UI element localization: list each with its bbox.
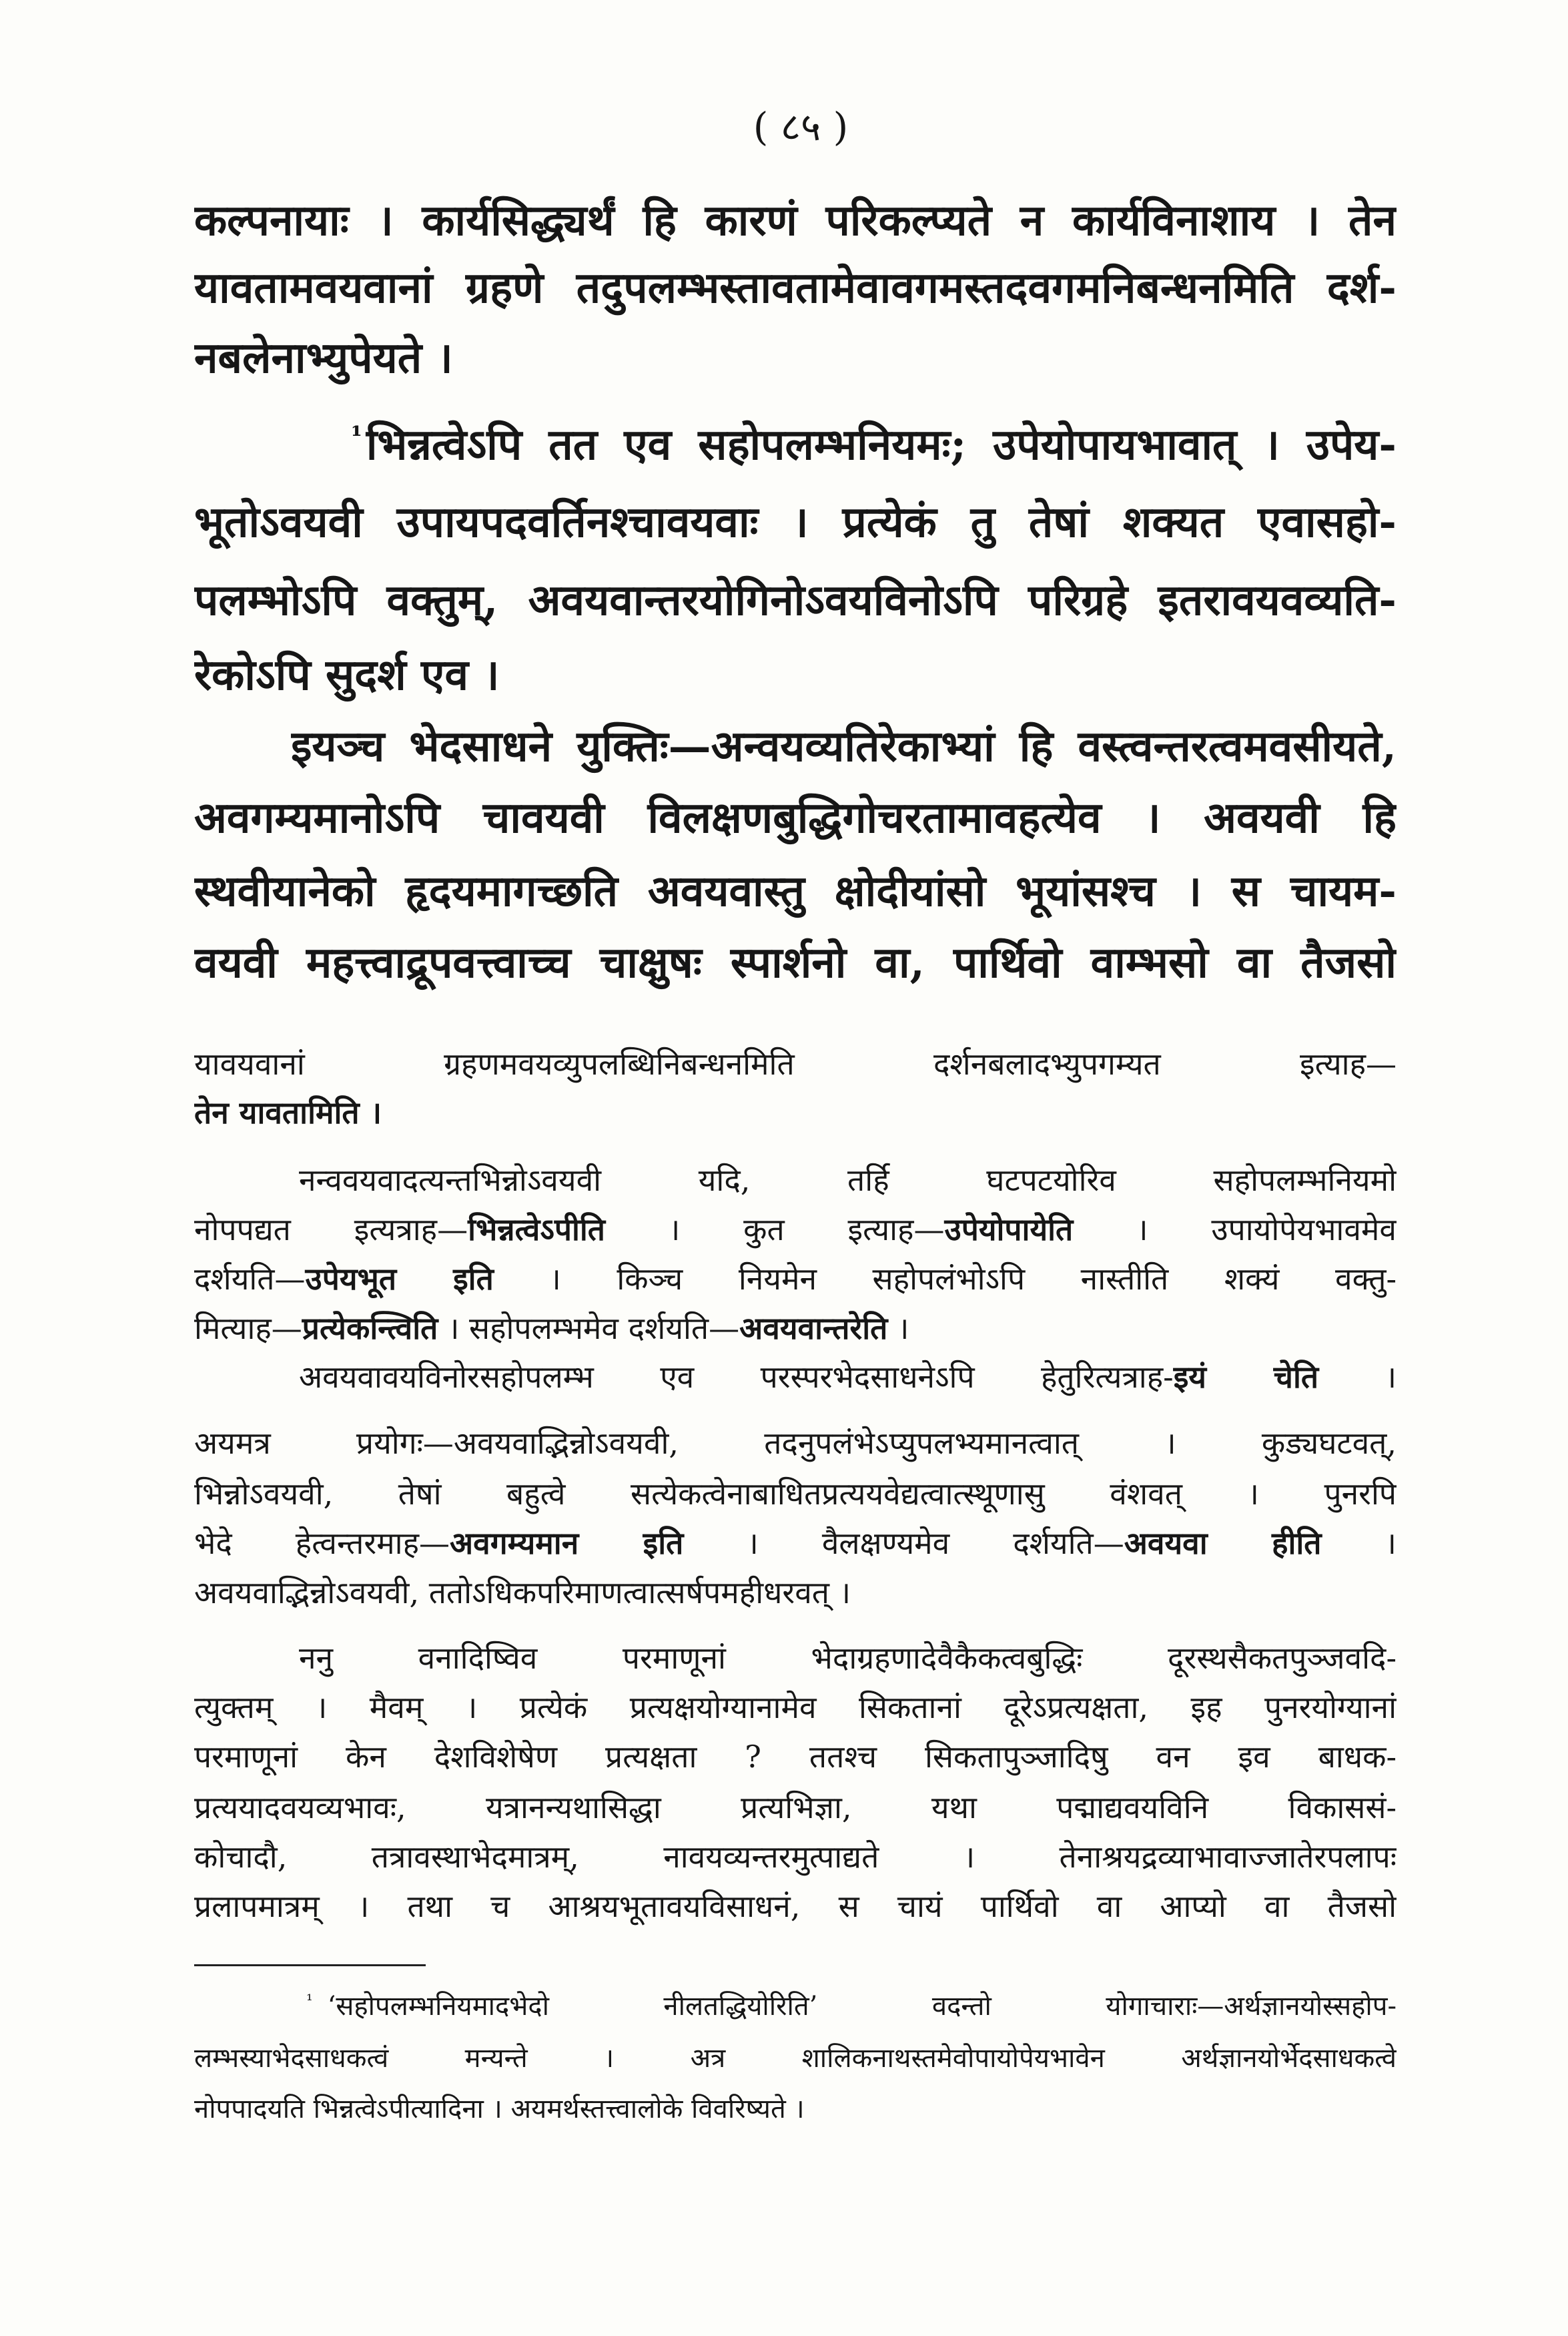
commentary-pratika: प्रत्येकन्त्विति [302, 1310, 438, 1346]
main-text-span: भिन्नत्वेऽपि तत एव सहोपलम्भनियमः; उपेयोपायभावात् । उपेय- [366, 420, 1397, 470]
commentary-line: परमाणूनां केन देशविशेषेण प्रत्यक्षता ? ततश्च सिकतापुञ्जादिषु वन इव बाधक- [194, 1739, 1397, 1775]
commentary-line: त्युक्तम् । मैवम् । प्रत्येकं प्रत्यक्षयोग्यानामेव सिकतानां दूरेऽप्रत्यक्षता, इह पुनरयोग्यानां [194, 1689, 1397, 1725]
commentary-span: । उपायोपेयभावमेव [1073, 1211, 1397, 1247]
footnote-line: नोपपादयति भिन्नत्वेऽपीत्यादिना । अयमर्थस्तत्त्वालोके विवरिष्यते । [194, 2094, 805, 2124]
main-text-line: इयञ्च भेदसाधने युक्तिः—अन्वयव्यतिरेकाभ्यां हि वस्त्वन्तरत्वमवसीयते, [291, 721, 1397, 772]
footnote-divider [194, 1964, 426, 1966]
commentary-span: भेदे हेत्वन्तरमाह— [194, 1525, 450, 1561]
commentary-line: यावयवानां ग्रहणमवयव्युपलब्धिनिबन्धनमिति दर्शनबलादभ्युपगम्यत इत्याह— [194, 1046, 1397, 1082]
commentary-span: नोपपद्यत इत्यत्राह— [194, 1211, 468, 1247]
commentary-line [194, 1520, 1397, 1566]
commentary-line [194, 1305, 1397, 1352]
commentary-span: । [1321, 1525, 1397, 1561]
main-text-line: नबलेनाभ्युपेयते । [194, 333, 453, 383]
main-text-line: अवगम्यमानोऽपि चावयवी विलक्षणबुद्धिगोचरतामावहत्येव । अवयवी हि [194, 793, 1397, 843]
footnote-reference: ¹ [351, 420, 362, 451]
main-text-line: पलम्भोऽपि वक्तुम्, अवयवान्तरयोगिनोऽवयविनोऽपि परिग्रहे इतरावयवव्यति- [194, 575, 1397, 625]
main-text-line: कल्पनायाः । कार्यसिद्ध्यर्थं हि कारणं परिकल्प्यते न कार्यविनाशाय । तेन [194, 196, 1397, 246]
commentary-span: । [887, 1310, 909, 1346]
commentary-pratika: अवयवान्तरेति [739, 1310, 888, 1346]
commentary-pratika: भिन्नत्वेऽपीति [468, 1211, 605, 1247]
commentary-line [194, 1255, 1397, 1302]
commentary-pratika: अवगम्यमान इति [450, 1525, 684, 1561]
commentary-pratika: उपेयभूत इति [305, 1261, 494, 1297]
commentary-pratika: इयं चेति [1173, 1359, 1319, 1395]
main-text-line [351, 412, 1397, 479]
page-number: ( ८५ ) [753, 104, 849, 150]
commentary-pratika: उपेयोपायेति [944, 1211, 1074, 1247]
commentary-span: दर्शयति— [194, 1261, 306, 1297]
commentary-span: । सहोपलम्भमेव दर्शयति— [438, 1310, 740, 1346]
commentary-span: मित्याह— [194, 1310, 302, 1346]
footnote-marker: ¹ [306, 1990, 313, 2010]
commentary-line: नन्ववयवादत्यन्तभिन्नोऽवयवी यदि, तर्हि घटपटयोरिव सहोपलम्भनियमो [299, 1162, 1397, 1198]
commentary-line [299, 1354, 1397, 1400]
commentary-line: प्रलापमात्रम् । तथा च आश्रयभूतावयविसाधनं, स चायं पार्थिवो वा आप्यो वा तैजसो [194, 1888, 1397, 1924]
commentary-line: भिन्नोऽवयवी, तेषां बहुत्वे सत्येकत्वेनाबाधितप्रत्ययवेद्यत्वात्स्थूणासु वंशवत् । पुनरपि [194, 1476, 1397, 1512]
commentary-span: । किञ्च नियमेन सहोपलंभोऽपि नास्तीति शक्यं वक्तु- [493, 1261, 1397, 1297]
main-text-line: रेकोऽपि सुदर्श एव । [194, 650, 500, 700]
commentary-line: कोचादौ, तत्रावस्थाभेदमात्रम्, नावयव्यन्तरमुत्पाद्यते । तेनाश्रयद्रव्याभावाज्जातेरपलापः [194, 1839, 1397, 1875]
footnote-line: लम्भस्याभेदसाधकत्वं मन्यन्ते । अत्र शालिकनाथस्तमेवोपायोपेयभावेन अर्थज्ञानयोर्भेदसाधकत्वे [194, 2043, 1397, 2074]
main-text-line: स्थवीयानेको हृदयमागच्छति अवयवास्तु क्षोदीयांसो भूयांसश्च । स चायम- [194, 866, 1397, 916]
commentary-pratika: तेन यावतामिति । [194, 1095, 382, 1131]
commentary-span: । कुत इत्याह— [605, 1211, 945, 1247]
commentary-span: अवयवावयविनोरसहोपलम्भ एव परस्परभेदसाधनेऽपि हेतुरित्यत्राह- [299, 1359, 1174, 1395]
commentary-pratika: अवयवा हीति [1124, 1525, 1322, 1561]
footnote-line [306, 1985, 1397, 2028]
commentary-line: अवयवाद्भिन्नोऽवयवी, ततोऽधिकपरिमाणत्वात्सर्षपमहीधरवत् । [194, 1574, 851, 1611]
commentary-line: ननु वनादिष्विव परमाणूनां भेदाग्रहणादेवैकैकत्वबुद्धिः दूरस्थसैकतपुञ्जवदि- [299, 1640, 1397, 1676]
footnote-span: ‘सहोपलम्भनियमादभेदो नीलतद्धियोरिति’ वदन्तो योगाचाराः—अर्थज्ञानयोस्सहोप- [327, 1991, 1397, 2022]
main-text-line: यावतामवयवानां ग्रहणे तदुपलम्भस्तावतामेवावगमस्तदवगमनिबन्धनमिति दर्श- [194, 263, 1397, 313]
commentary-line [194, 1206, 1397, 1253]
main-text-line: वयवी महत्त्वाद्रूपवत्त्वाच्च चाक्षुषः स्पार्शनो वा, पार्थिवो वाम्भसो वा तैजसो [194, 938, 1397, 988]
commentary-line: अयमत्र प्रयोगः—अवयवाद्भिन्नोऽवयवी, तदनुपलंभेऽप्युपलभ्यमानत्वात् । कुड्यघटवत्, [194, 1425, 1397, 1461]
main-text-line: भूतोऽवयवी उपायपदवर्तिनश्चावयवाः । प्रत्येकं तु तेषां शक्यत एवासहो- [194, 497, 1397, 547]
commentary-line: प्रत्ययादवयव्यभावः, यत्रानन्यथासिद्धा प्रत्यभिज्ञा, यथा पद्माद्यवयविनि विकाससं- [194, 1789, 1397, 1825]
commentary-span: । वैलक्षण्यमेव दर्शयति— [683, 1525, 1124, 1561]
commentary-span: । [1318, 1359, 1397, 1395]
